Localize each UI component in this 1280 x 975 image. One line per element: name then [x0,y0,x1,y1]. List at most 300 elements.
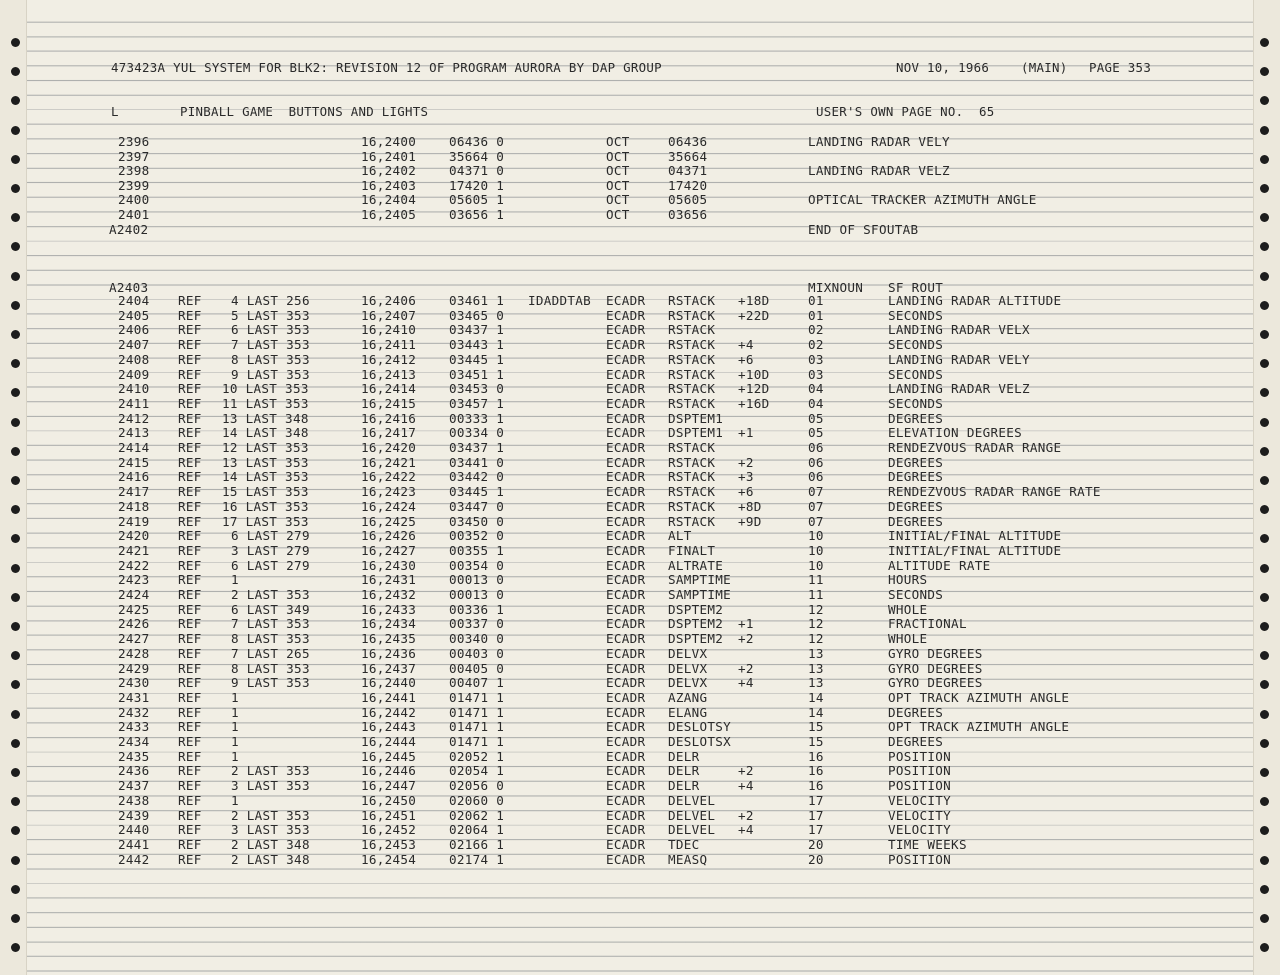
operand: DELVEL [668,822,716,838]
operand: RSTACK [668,293,716,308]
operand-offset: +6 [738,351,754,367]
ref-marker: REF [178,616,202,632]
noun-description: DEGREES [888,469,944,485]
users-own-page: USER'S OWN PAGE NO. 65 [816,104,995,119]
ref-marker: REF [178,440,202,455]
ref-marker: REF [178,851,202,867]
operand-offset: +1 [738,616,754,632]
octal-code: 03457 1 [449,395,505,411]
memory-address: 16,2400 [361,134,417,149]
memory-address: 16,2401 [361,148,417,164]
noun-description: VELOCITY [888,807,952,823]
opcode: ECADR [606,542,646,558]
noun-number: 10 [808,528,824,544]
octal-code: 00334 0 [449,425,505,441]
operand: SAMPTIME [668,572,732,588]
operand: RSTACK [668,307,716,323]
listing-line-number: A2403 [109,280,149,295]
noun-number: 04 [808,381,824,397]
opcode: ECADR [606,528,646,544]
ref-marker: REF [178,587,202,602]
listing-line-number: 2405 [118,307,150,323]
ref-last-page: 8 LAST 353 [231,631,310,647]
listing-line-number: 2401 [118,207,150,222]
noun-number: 03 [808,366,824,382]
opcode: ECADR [606,587,646,602]
sprocket-hole [1260,155,1269,164]
ref-last-page: 5 LAST 353 [231,307,310,323]
noun-number: 01 [808,307,824,323]
noun-description: DEGREES [888,498,944,514]
noun-number: 06 [808,440,824,455]
opcode: ECADR [606,469,646,485]
noun-description: SECONDS [888,307,944,323]
sprocket-hole [11,856,20,865]
memory-address: 16,2450 [361,792,417,808]
sprocket-hole [1260,914,1269,923]
opcode: OCT [606,192,630,208]
listing-line-number: 2397 [118,148,150,164]
memory-address: 16,2403 [361,177,417,193]
listing-line-number: 2438 [118,792,150,808]
octal-code: 01471 1 [449,704,505,720]
memory-address: 16,2427 [361,542,417,558]
octal-code: 01471 1 [449,689,505,705]
ref-last-page: 17 LAST 353 [222,513,309,529]
memory-address: 16,2446 [361,763,417,779]
listing-line-number: 2415 [118,454,150,470]
operand-offset: +10D [738,366,770,382]
sprocket-hole [11,476,20,485]
sprocket-hole [1260,593,1269,602]
noun-description: ALTITUDE RATE [888,557,991,573]
ref-last-page: 14 LAST 348 [222,425,309,441]
listing-line-number: 2399 [118,177,150,193]
operand: DESLOTSX [668,734,732,749]
opcode: ECADR [606,322,646,338]
octal-code: 02054 1 [449,763,505,779]
ref-marker: REF [178,513,202,529]
noun-description: DEGREES [888,454,944,470]
operand-offset: +8D [738,498,762,514]
sprocket-hole [11,418,20,427]
opcode: ECADR [606,836,646,852]
ref-marker: REF [178,366,202,382]
noun-description: TIME WEEKS [888,836,967,852]
operand: RSTACK [668,484,716,500]
noun-description: VELOCITY [888,792,952,808]
octal-code: 00340 0 [449,631,505,647]
opcode: ECADR [606,660,646,676]
operand-offset: +4 [738,337,754,353]
listing-line-number: 2422 [118,557,150,573]
memory-address: 16,2431 [361,572,417,588]
listing-line-number: 2428 [118,645,150,661]
sprocket-hole [1260,622,1269,631]
noun-description: HOURS [888,572,928,588]
operand: DESLOTSY [668,719,732,735]
octal-code: 03437 1 [449,322,505,338]
ref-marker: REF [178,307,202,323]
opcode: ECADR [606,366,646,382]
noun-number: 20 [808,851,824,867]
ref-last-page: 3 LAST 353 [231,778,310,794]
noun-number: 14 [808,704,824,720]
memory-address: 16,2416 [361,410,417,426]
noun-description: LANDING RADAR VELX [888,322,1030,338]
memory-address: 16,2436 [361,645,417,661]
ref-last-page: 14 LAST 353 [222,469,309,485]
operand: ALTRATE [668,557,724,573]
noun-description: LANDING RADAR ALTITUDE [888,293,1062,308]
opcode: ECADR [606,351,646,367]
memory-address: 16,2432 [361,587,417,602]
opcode: OCT [606,134,630,149]
octal-code: 00336 1 [449,601,505,617]
listing-line-number: 2421 [118,542,150,558]
opcode: ECADR [606,616,646,632]
ref-marker: REF [178,792,202,808]
noun-number: 16 [808,763,824,779]
octal-code: 03443 1 [449,337,505,353]
listing-line-number: 2430 [118,675,150,691]
ref-marker: REF [178,395,202,411]
operand: RSTACK [668,440,716,455]
listing-line-number: 2431 [118,689,150,705]
listing-line-number: 2427 [118,631,150,647]
memory-address: 16,2443 [361,719,417,735]
noun-description: RENDEZVOUS RADAR RANGE [888,440,1062,455]
opcode: ECADR [606,293,646,308]
sf-rout-heading: SF ROUT [888,280,944,295]
listing-line-number: 2426 [118,616,150,632]
ref-last-page: 1 [231,689,239,705]
octal-code: 03453 0 [449,381,505,397]
ref-marker: REF [178,601,202,617]
noun-description: DEGREES [888,513,944,529]
octal-code: 02056 0 [449,778,505,794]
ref-marker: REF [178,528,202,544]
listing-line-number: 2398 [118,163,150,179]
ref-marker: REF [178,645,202,661]
sprocket-hole [11,914,20,923]
memory-address: 16,2405 [361,207,417,222]
ref-last-page: 7 LAST 353 [231,337,310,353]
opcode: ECADR [606,763,646,779]
listing-line-number: 2433 [118,719,150,735]
listing-line-number: 2442 [118,851,150,867]
sprocket-hole [1260,447,1269,456]
noun-description: FRACTIONAL [888,616,967,632]
opcode: ECADR [606,807,646,823]
operand: SAMPTIME [668,587,732,602]
octal-code: 00403 0 [449,645,505,661]
ref-last-page: 1 [231,748,239,764]
symbol-label: IDADDTAB [528,293,592,308]
noun-description: POSITION [888,851,952,867]
octal-code: 02052 1 [449,748,505,764]
sprocket-hole [1260,739,1269,748]
listing-line-number: 2417 [118,484,150,500]
ref-marker: REF [178,660,202,676]
sprocket-hole [1260,885,1269,894]
operand-offset: +2 [738,631,754,647]
noun-number: 15 [808,734,824,749]
noun-number: 12 [808,601,824,617]
sprocket-hole [1260,38,1269,47]
octal-code: 00407 1 [449,675,505,691]
memory-address: 16,2444 [361,734,417,749]
operand: DELVX [668,675,708,691]
sprocket-hole [1260,272,1269,281]
ref-marker: REF [178,704,202,720]
ref-marker: REF [178,572,202,588]
comment: LANDING RADAR VELZ [808,163,950,179]
listing-line-number: 2423 [118,572,150,588]
listing-line-number: 2440 [118,822,150,838]
listing-line-number: 2435 [118,748,150,764]
opcode: ECADR [606,645,646,661]
opcode: ECADR [606,734,646,749]
section-letter: L [111,104,119,119]
operand: DSPTEM1 [668,425,724,441]
ref-marker: REF [178,557,202,573]
octal-code: 02174 1 [449,851,505,867]
octal-code: 00354 0 [449,557,505,573]
ref-marker: REF [178,675,202,691]
octal-code: 03450 0 [449,513,505,529]
ref-last-page: 6 LAST 279 [231,528,310,544]
noun-number: 16 [808,748,824,764]
octal-code: 02166 1 [449,836,505,852]
sprocket-hole [1260,301,1269,310]
operand-offset: +12D [738,381,770,397]
memory-address: 16,2424 [361,498,417,514]
operand: RSTACK [668,366,716,382]
operand: 17420 [668,177,708,193]
opcode: OCT [606,177,630,193]
section-title: PINBALL GAME BUTTONS AND LIGHTS [180,104,429,119]
ref-last-page: 2 LAST 353 [231,587,310,602]
noun-number: 17 [808,807,824,823]
listing-line-number: 2411 [118,395,150,411]
octal-code: 03437 1 [449,440,505,455]
operand-offset: +4 [738,822,754,838]
ref-marker: REF [178,498,202,514]
ref-marker: REF [178,410,202,426]
noun-description: WHOLE [888,601,928,617]
sprocket-hole [11,126,20,135]
noun-number: 12 [808,631,824,647]
memory-address: 16,2445 [361,748,417,764]
octal-code: 02060 0 [449,792,505,808]
noun-number: 16 [808,778,824,794]
opcode: ECADR [606,337,646,353]
ref-marker: REF [178,337,202,353]
ref-marker: REF [178,322,202,338]
operand: FINALT [668,542,716,558]
listing-line-number: 2425 [118,601,150,617]
comment: LANDING RADAR VELY [808,134,950,149]
sprocket-hole [11,885,20,894]
listing-line-number: 2441 [118,836,150,852]
octal-code: 00405 0 [449,660,505,676]
octal-code: 02062 1 [449,807,505,823]
operand-offset: +9D [738,513,762,529]
sprocket-hole [11,184,20,193]
noun-description: LANDING RADAR VELZ [888,381,1030,397]
listing-line-number: 2413 [118,425,150,441]
ref-last-page: 8 LAST 353 [231,351,310,367]
ref-last-page: 8 LAST 353 [231,660,310,676]
ref-last-page: 1 [231,734,239,749]
listing-line-number: 2432 [118,704,150,720]
ref-marker: REF [178,748,202,764]
ref-marker: REF [178,836,202,852]
octal-code: 00013 0 [449,587,505,602]
octal-code: 05605 1 [449,192,505,208]
opcode: ECADR [606,395,646,411]
memory-address: 16,2452 [361,822,417,838]
listing-line-number: 2407 [118,337,150,353]
sprocket-hole [11,301,20,310]
noun-description: SECONDS [888,587,944,602]
listing-line-number: 2437 [118,778,150,794]
memory-address: 16,2412 [361,351,417,367]
sprocket-hole [1260,476,1269,485]
noun-description: SECONDS [888,366,944,382]
sprocket-hole [11,564,20,573]
octal-code: 00337 0 [449,616,505,632]
memory-address: 16,2426 [361,528,417,544]
opcode: ECADR [606,498,646,514]
sprocket-hole [11,272,20,281]
memory-address: 16,2425 [361,513,417,529]
ref-last-page: 3 LAST 353 [231,822,310,838]
listing-line-number: 2436 [118,763,150,779]
listing-line-number: 2409 [118,366,150,382]
ref-last-page: 7 LAST 265 [231,645,310,661]
opcode: ECADR [606,381,646,397]
listing-line-number: 2439 [118,807,150,823]
listing-line-number: A2402 [109,221,149,237]
noun-number: 03 [808,351,824,367]
memory-address: 16,2410 [361,322,417,338]
memory-address: 16,2440 [361,675,417,691]
octal-code: 00352 0 [449,528,505,544]
mixnoun-heading: MIXNOUN [808,280,864,295]
operand-offset: +18D [738,293,770,308]
operand: ALT [668,528,692,544]
sprocket-hole [1260,330,1269,339]
comment: END OF SFOUTAB [808,221,919,237]
noun-description: GYRO DEGREES [888,675,983,691]
ref-last-page: 9 LAST 353 [231,675,310,691]
noun-description: INITIAL/FINAL ALTITUDE [888,528,1062,544]
noun-number: 07 [808,513,824,529]
noun-number: 17 [808,822,824,838]
operand: RSTACK [668,454,716,470]
octal-code: 00333 1 [449,410,505,426]
operand: RSTACK [668,498,716,514]
sprocket-hole [1260,126,1269,135]
ref-marker: REF [178,763,202,779]
memory-address: 16,2430 [361,557,417,573]
opcode: ECADR [606,851,646,867]
opcode: ECADR [606,778,646,794]
memory-address: 16,2404 [361,192,417,208]
sprocket-hole [1260,184,1269,193]
noun-number: 05 [808,425,824,441]
ref-last-page: 9 LAST 353 [231,366,310,382]
operand: DSPTEM2 [668,601,724,617]
noun-description: DEGREES [888,734,944,749]
ref-last-page: 2 LAST 348 [231,836,310,852]
operand: DELVX [668,660,708,676]
noun-description: VELOCITY [888,822,952,838]
opcode: ECADR [606,425,646,441]
octal-code: 04371 0 [449,163,505,179]
opcode: ECADR [606,410,646,426]
operand: 05605 [668,192,708,208]
sprocket-hole [1260,856,1269,865]
memory-address: 16,2451 [361,807,417,823]
listing-line-number: 2396 [118,134,150,149]
noun-description: POSITION [888,748,952,764]
operand: DSPTEM2 [668,616,724,632]
memory-address: 16,2434 [361,616,417,632]
operand-offset: +3 [738,469,754,485]
operand: DELR [668,748,700,764]
operand-offset: +4 [738,778,754,794]
noun-number: 13 [808,660,824,676]
noun-number: 02 [808,337,824,353]
ref-marker: REF [178,469,202,485]
noun-description: DEGREES [888,410,944,426]
noun-description: LANDING RADAR VELY [888,351,1030,367]
sprocket-hole [11,739,20,748]
noun-description: ELEVATION DEGREES [888,425,1022,441]
memory-address: 16,2414 [361,381,417,397]
opcode: ECADR [606,689,646,705]
listing-line-number: 2416 [118,469,150,485]
noun-number: 13 [808,645,824,661]
sprocket-hole [11,622,20,631]
operand: RSTACK [668,322,716,338]
ref-last-page: 16 LAST 353 [222,498,309,514]
noun-number: 13 [808,675,824,691]
noun-description: WHOLE [888,631,928,647]
octal-code: 02064 1 [449,822,505,838]
noun-description: GYRO DEGREES [888,660,983,676]
operand-offset: +2 [738,763,754,779]
sprocket-hole [1260,564,1269,573]
operand: DELR [668,763,700,779]
ref-marker: REF [178,689,202,705]
noun-description: INITIAL/FINAL ALTITUDE [888,542,1062,558]
ref-last-page: 12 LAST 353 [222,440,309,455]
operand: 35664 [668,148,708,164]
ref-last-page: 13 LAST 348 [222,410,309,426]
ref-marker: REF [178,807,202,823]
opcode: ECADR [606,792,646,808]
opcode: ECADR [606,557,646,573]
noun-number: 11 [808,587,824,602]
ref-last-page: 13 LAST 353 [222,454,309,470]
ref-last-page: 4 LAST 256 [231,293,310,308]
listing-line-number: 2412 [118,410,150,426]
operand: DSPTEM2 [668,631,724,647]
